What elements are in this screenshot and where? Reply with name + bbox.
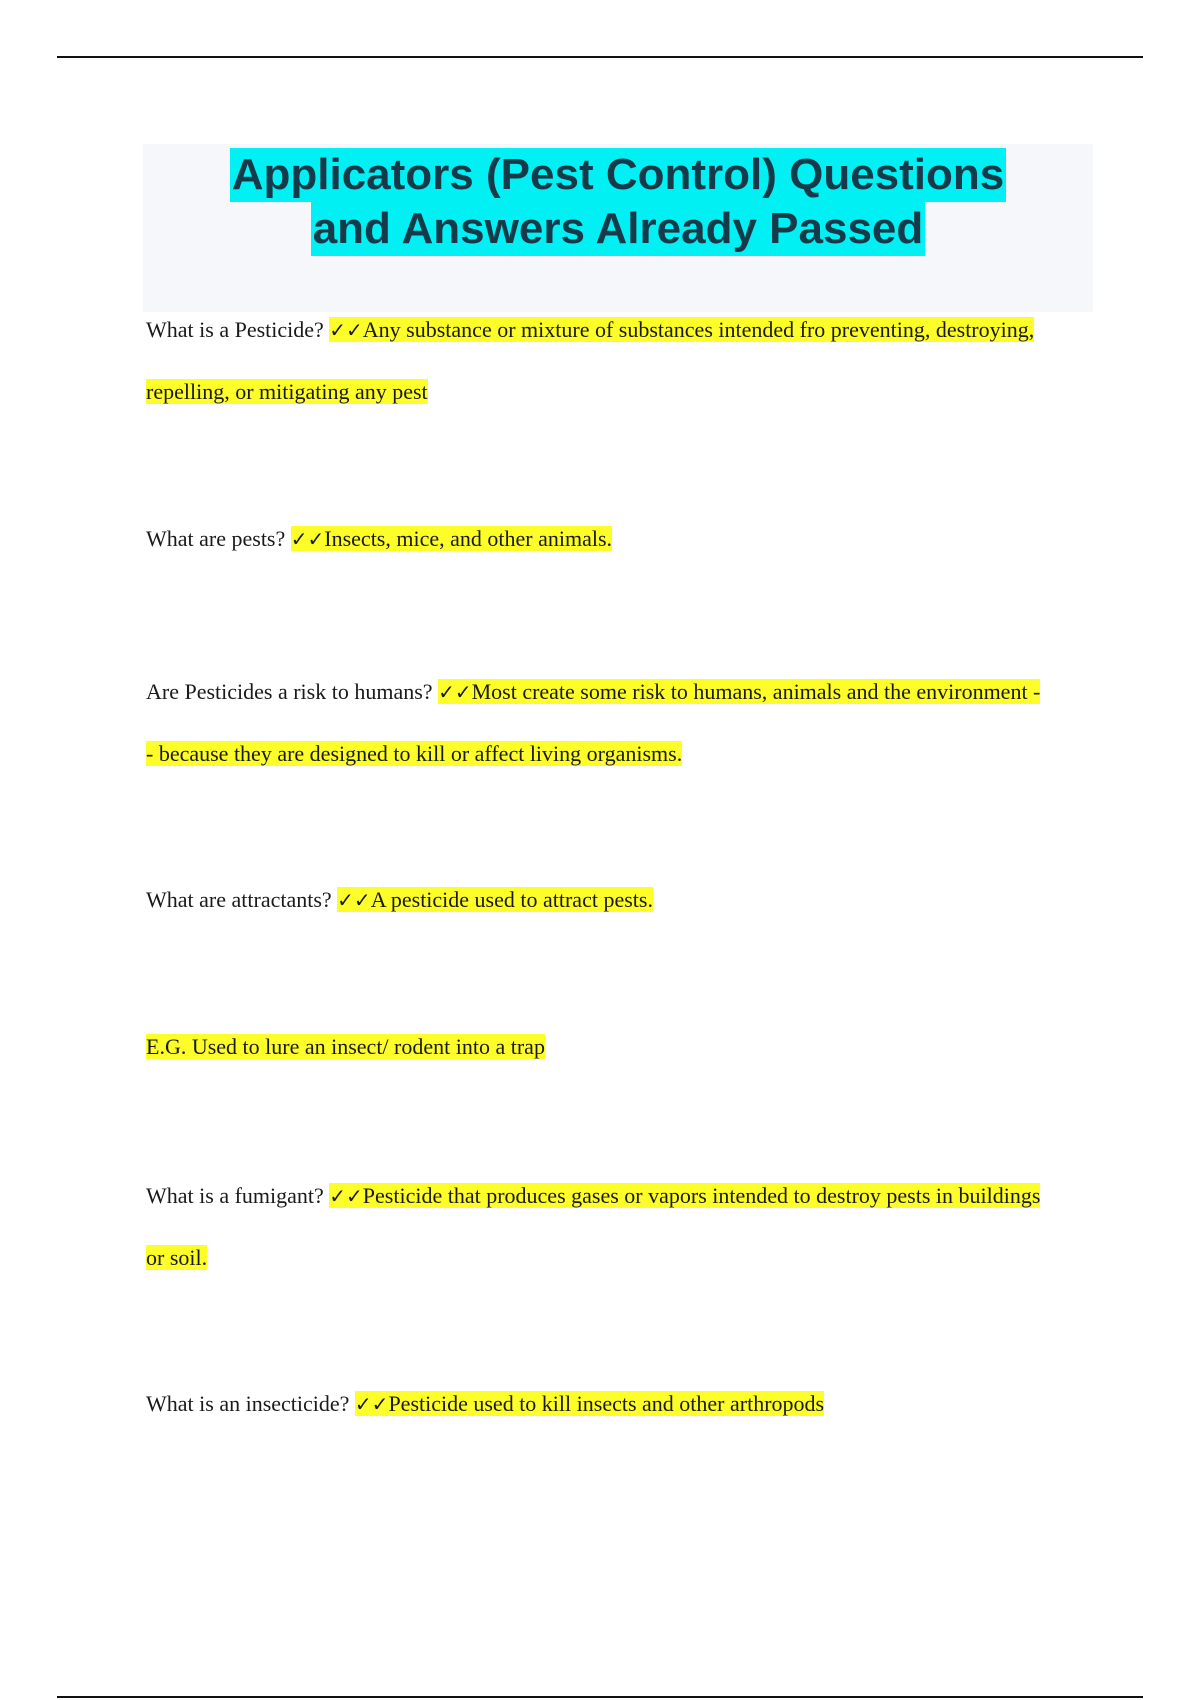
double-check-icon: ✓✓ [329, 318, 363, 342]
double-check-icon: ✓✓ [337, 888, 371, 912]
answer-text: Pesticide that produces gases or vapors intended to destroy pests in buildings or soil. [146, 1183, 1041, 1270]
answer-text: Pesticide used to kill insects and other arthropods [388, 1391, 825, 1416]
qa-item-risk [146, 661, 1046, 784]
qa-item-fumigant [146, 1165, 1046, 1288]
title-line-2: and Answers Already Passed [311, 202, 926, 256]
double-check-icon: ✓✓ [290, 527, 325, 551]
qa-item-pests [146, 508, 1046, 570]
question-text: What is a fumigant? [146, 1183, 324, 1208]
bottom-rule [57, 1696, 1143, 1698]
answer-text: Any substance or mixture of substances intended fro preventing, destroying, repelling, or mitigating any pest [146, 317, 1035, 404]
double-check-icon: ✓✓ [354, 1392, 389, 1416]
qa-note-attractants [146, 1016, 1046, 1077]
question-text: What are pests? [146, 526, 286, 551]
question-text: What is an insecticide? [146, 1391, 350, 1416]
answer-text: A pesticide used to attract pests. [370, 887, 653, 912]
answer-text: Most create some risk to humans, animals and the environment -- because they are designed to kill or affect living organisms. [146, 679, 1041, 766]
document-title [143, 144, 1093, 312]
qa-item-pesticide [146, 299, 1046, 422]
double-check-icon: ✓✓ [329, 1184, 363, 1208]
question-text: What are attractants? [146, 887, 332, 912]
question-text: Are Pesticides a risk to humans? [146, 679, 433, 704]
top-rule [57, 56, 1143, 58]
answer-highlight [291, 526, 612, 551]
qa-item-attractants [146, 869, 1046, 931]
answer-text: Insects, mice, and other animals. [324, 526, 613, 551]
answer-highlight [337, 887, 653, 912]
title-line-1: Applicators (Pest Control) Questions [230, 148, 1007, 202]
answer-highlight [355, 1391, 824, 1416]
qa-item-insecticide [146, 1373, 1046, 1435]
note-text: E.G. Used to lure an insect/ rodent into a trap [146, 1034, 545, 1059]
question-text: What is a Pesticide? [146, 317, 324, 342]
double-check-icon: ✓✓ [438, 680, 472, 704]
